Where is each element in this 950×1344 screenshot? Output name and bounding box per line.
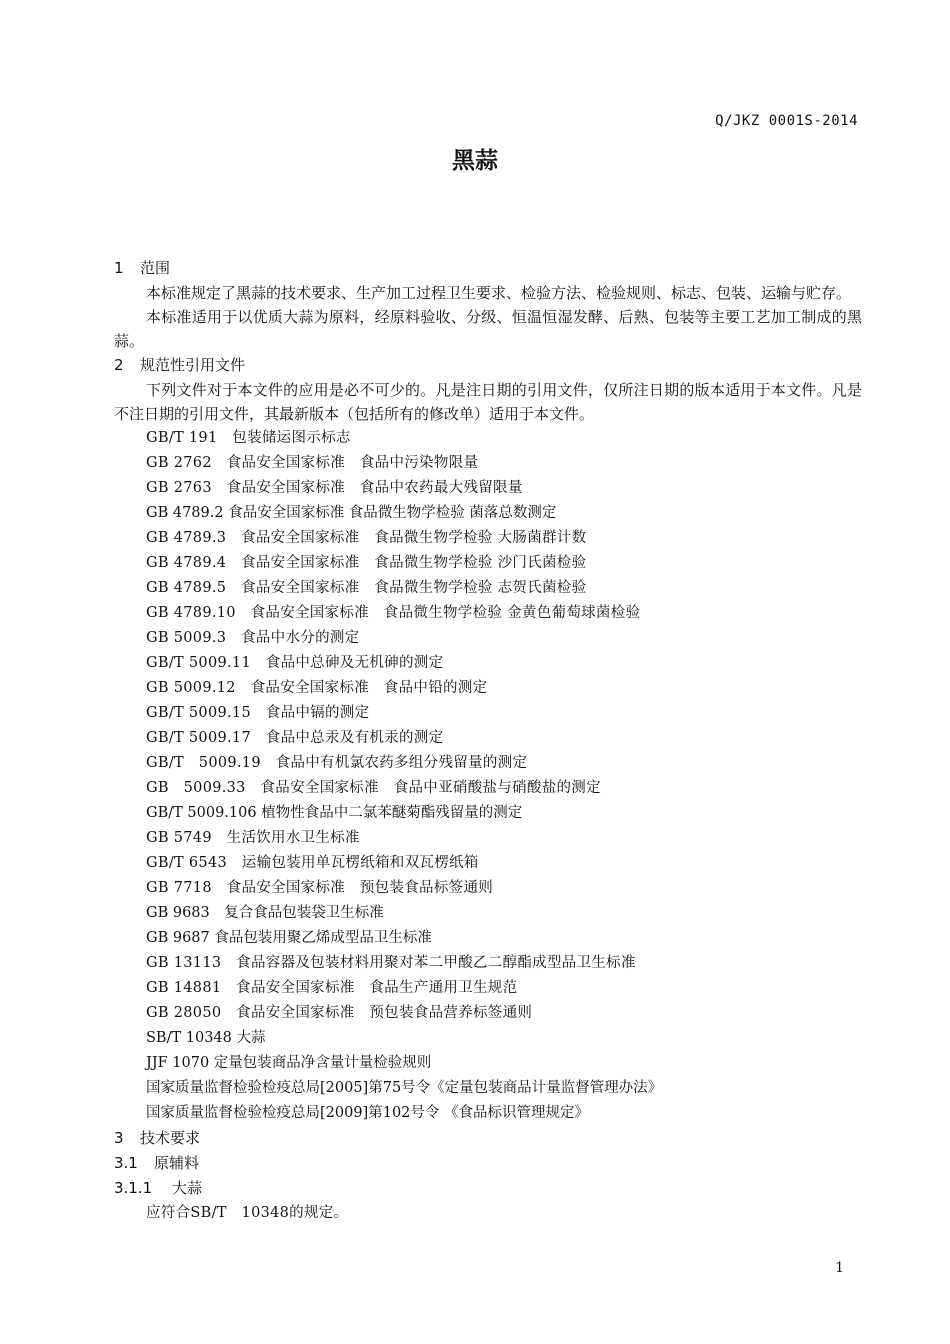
section-number: 2 xyxy=(114,356,124,374)
reference-item: GB/T 5009.17 食品中总汞及有机汞的测定 xyxy=(146,730,444,746)
reference-item: GB/T 5009.15 食品中镉的测定 xyxy=(146,705,370,721)
section-1-heading xyxy=(114,256,862,281)
reference-item: GB/T 5009.11 食品中总砷及无机砷的测定 xyxy=(146,655,444,671)
reference-item: GB 4789.3 食品安全国家标准 食品微生物学检验 大肠菌群计数 xyxy=(146,530,587,546)
section-title: 范围 xyxy=(140,259,171,277)
page-number: 1 xyxy=(835,1260,844,1276)
reference-item: GB 4789.2 食品安全国家标准 食品微生物学检验 菌落总数测定 xyxy=(146,505,557,521)
section-number: 1 xyxy=(114,259,124,277)
reference-item: 国家质量监督检验检疫总局[2009]第102号令 《食品标识管理规定》 xyxy=(146,1105,589,1121)
section-2-heading xyxy=(114,353,862,378)
reference-item: GB 5749 生活饮用水卫生标准 xyxy=(146,830,360,846)
reference-item: GB 5009.33 食品安全国家标准 食品中亚硝酸盐与硝酸盐的测定 xyxy=(146,780,601,796)
scope-paragraph-1: 本标准规定了黑蒜的技术要求、生产加工过程卫生要求、检验方法、检验规则、标志、包装、运输与贮存。 xyxy=(146,284,852,302)
reference-item: GB 2763 食品安全国家标准 食品中农药最大残留限量 xyxy=(146,480,523,496)
section-title: 原辅料 xyxy=(154,1154,200,1172)
document-title: 黑蒜 xyxy=(452,148,498,174)
document-body xyxy=(114,256,862,1226)
section-title: 规范性引用文件 xyxy=(140,356,246,374)
section-3-1-1-heading xyxy=(114,1176,862,1201)
section-number: 3.1.1 xyxy=(114,1179,153,1197)
section-title: 大蒜 xyxy=(172,1179,203,1197)
reference-item: GB 7718 食品安全国家标准 预包装食品标签通则 xyxy=(146,880,494,896)
reference-item: JJF 1070 定量包装商品净含量计量检验规则 xyxy=(146,1055,432,1071)
section-number: 3 xyxy=(114,1129,124,1147)
reference-item: GB 14881 食品安全国家标准 食品生产通用卫生规范 xyxy=(146,980,518,996)
reference-item: GB 5009.3 食品中水分的测定 xyxy=(146,630,360,646)
section-3-1-heading xyxy=(114,1151,862,1176)
reference-item: GB 2762 食品安全国家标准 食品中污染物限量 xyxy=(146,455,479,471)
section-number: 3.1 xyxy=(114,1154,138,1172)
scope-paragraph-2: 本标准适用于以优质大蒜为原料，经原料验收、分级、恒温恒湿发酵、后熟、包装等主要工艺加工制成的黑蒜。 xyxy=(114,308,862,350)
section-title: 技术要求 xyxy=(140,1129,201,1147)
reference-item: 国家质量监督检验检疫总局[2005]第75号令《定量包装商品计量监督管理办法》 xyxy=(146,1080,663,1096)
reference-item: GB 9687 食品包装用聚乙烯成型品卫生标准 xyxy=(146,930,432,946)
reference-item: GB/T 5009.106 植物性食品中二氯苯醚菊酯残留量的测定 xyxy=(146,805,523,821)
standard-code: Q/JKZ 0001S-2014 xyxy=(715,113,858,129)
reference-item: GB 28050 食品安全国家标准 预包装食品营养标签通则 xyxy=(146,1005,533,1021)
reference-item: GB 4789.4 食品安全国家标准 食品微生物学检验 沙门氏菌检验 xyxy=(146,555,587,571)
reference-item: GB 4789.10 食品安全国家标准 食品微生物学检验 金黄色葡萄球菌检验 xyxy=(146,605,641,621)
reference-item: GB 5009.12 食品安全国家标准 食品中铅的测定 xyxy=(146,680,488,696)
section-3-heading xyxy=(114,1126,862,1151)
reference-item: SB/T 10348 大蒜 xyxy=(146,1030,266,1046)
reference-item: GB/T 191 包装储运图示标志 xyxy=(146,430,351,446)
reference-item: GB/T 6543 运输包装用单瓦楞纸箱和双瓦楞纸箱 xyxy=(146,855,479,871)
reference-item: GB 13113 食品容器及包装材料用聚对苯二甲酸乙二醇酯成型品卫生标准 xyxy=(146,955,636,971)
garlic-requirement-text: 应符合SB/T 10348的规定。 xyxy=(146,1205,349,1221)
reference-item: GB/T 5009.19 食品中有机氯农药多组分残留量的测定 xyxy=(146,755,528,771)
reference-item: GB 9683 复合食品包装袋卫生标准 xyxy=(146,905,384,921)
reference-item: GB 4789.5 食品安全国家标准 食品微生物学检验 志贺氏菌检验 xyxy=(146,580,587,596)
references-intro-paragraph: 下列文件对于本文件的应用是必不可少的。凡是注日期的引用文件，仅所注日期的版本适用于本文件。凡是不注日期的引用文件，其最新版本（包括所有的修改单）适用于本文件。 xyxy=(114,381,862,423)
